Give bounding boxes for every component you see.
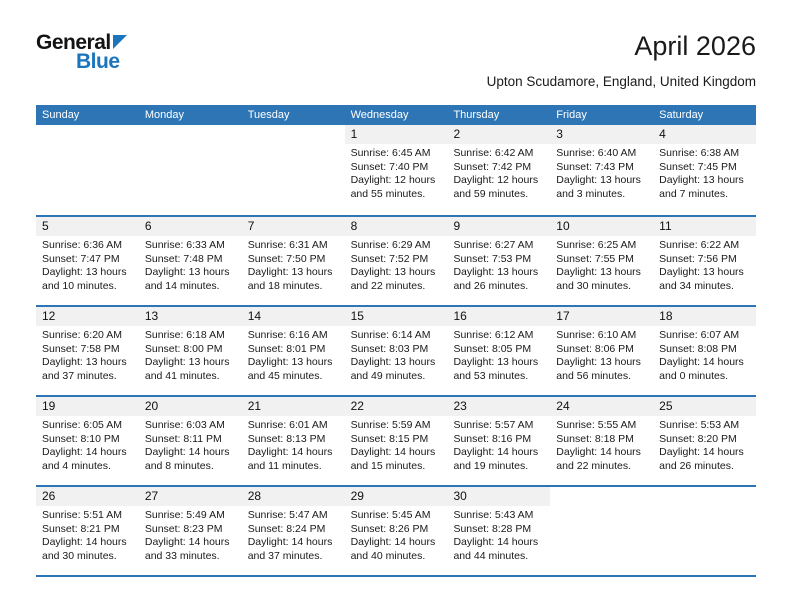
date-number: 12 <box>42 309 56 323</box>
day-details <box>447 416 550 473</box>
date-number: 15 <box>350 309 364 323</box>
day-cell-8 <box>345 217 448 305</box>
day-details <box>345 144 448 201</box>
daylight-text-line1: Daylight: 14 hours <box>350 536 436 548</box>
date-number-strip <box>139 217 242 236</box>
sunrise-text: Sunrise: 5:53 AM <box>659 419 740 431</box>
date-number: 9 <box>453 219 461 233</box>
date-number-strip <box>345 125 448 144</box>
date-number-strip <box>242 217 345 236</box>
day-details <box>653 326 756 383</box>
daylight-text-line2: and 49 minutes. <box>350 369 426 382</box>
date-number-strip <box>550 125 653 144</box>
daylight-text-line1: Daylight: 14 hours <box>144 446 230 458</box>
weekday-header-saturday: Saturday <box>659 109 704 121</box>
date-number: 27 <box>144 489 159 503</box>
daylight-text-line1: Daylight: 13 hours <box>453 266 539 278</box>
sunrise-text: Sunrise: 6:05 AM <box>42 419 122 431</box>
logo-blue-text: Blue <box>76 50 120 73</box>
daylight-text-line1: Daylight: 14 hours <box>247 446 333 458</box>
sunrise-text: Sunrise: 6:42 AM <box>453 147 534 159</box>
sunrise-text: Sunrise: 6:20 AM <box>42 329 122 341</box>
sunrise-text: Sunrise: 6:25 AM <box>556 239 637 251</box>
date-number: 2 <box>453 127 461 141</box>
day-details <box>139 326 242 383</box>
sunrise-text: Sunrise: 6:31 AM <box>247 239 328 251</box>
day-details <box>242 506 345 563</box>
sunrise-text: Sunrise: 6:27 AM <box>453 239 534 251</box>
day-cell-19 <box>36 397 139 485</box>
logo-general-text: General <box>36 31 111 54</box>
day-cell-29 <box>345 487 448 575</box>
daylight-text-line1: Daylight: 13 hours <box>350 266 436 278</box>
sunrise-text: Sunrise: 6:38 AM <box>659 147 740 159</box>
date-number-strip <box>36 397 139 416</box>
daylight-text-line2: and 33 minutes. <box>144 549 220 562</box>
sunrise-text: Sunrise: 6:40 AM <box>556 147 637 159</box>
daylight-text-line1: Daylight: 14 hours <box>42 446 127 458</box>
daylight-text-line1: Daylight: 14 hours <box>247 536 333 548</box>
sunset-text: Sunset: 8:08 PM <box>659 342 737 355</box>
day-details <box>242 326 345 383</box>
daylight-text-line2: and 40 minutes. <box>350 549 426 562</box>
day-cell-18 <box>653 307 756 395</box>
day-cell-4 <box>653 125 756 215</box>
date-number: 18 <box>659 309 673 323</box>
date-number-strip <box>242 307 345 326</box>
date-number: 20 <box>144 399 159 413</box>
day-cell-30 <box>447 487 550 575</box>
day-cell-9 <box>447 217 550 305</box>
daylight-text-line2: and 26 minutes. <box>659 459 734 472</box>
sunrise-text: Sunrise: 6:01 AM <box>247 419 328 431</box>
date-number: 25 <box>659 399 673 413</box>
date-number: 16 <box>453 309 467 323</box>
sunrise-text: Sunrise: 6:03 AM <box>144 419 225 431</box>
date-number: 6 <box>144 219 152 233</box>
sunrise-text: Sunrise: 6:14 AM <box>350 329 431 341</box>
day-details <box>447 236 550 293</box>
calendar-grid <box>36 125 756 577</box>
daylight-text-line2: and 41 minutes. <box>144 369 220 382</box>
sunset-text: Sunset: 8:21 PM <box>42 522 120 535</box>
weekday-header-row <box>36 105 756 125</box>
day-cell-27 <box>139 487 242 575</box>
daylight-text-line1: Daylight: 13 hours <box>350 356 436 368</box>
sunset-text: Sunset: 7:47 PM <box>42 252 120 265</box>
daylight-text-line2: and 8 minutes. <box>144 459 214 472</box>
date-number-strip <box>653 307 756 326</box>
day-cell-11 <box>653 217 756 305</box>
sunset-text: Sunset: 8:23 PM <box>144 522 223 535</box>
daylight-text-line2: and 55 minutes. <box>350 187 426 200</box>
day-details <box>36 506 139 563</box>
daylight-text-line2: and 19 minutes. <box>453 459 529 472</box>
sunset-text: Sunset: 7:52 PM <box>350 252 429 265</box>
day-details <box>345 326 448 383</box>
daylight-text-line1: Daylight: 14 hours <box>144 536 230 548</box>
sunset-text: Sunset: 8:03 PM <box>350 342 429 355</box>
sunset-text: Sunset: 7:42 PM <box>453 160 532 173</box>
daylight-text-line1: Daylight: 14 hours <box>350 446 436 458</box>
day-cell-empty <box>242 125 345 215</box>
sunrise-text: Sunrise: 5:45 AM <box>350 509 431 521</box>
daylight-text-line2: and 59 minutes. <box>453 187 529 200</box>
date-number-strip <box>139 307 242 326</box>
daylight-text-line1: Daylight: 13 hours <box>247 356 333 368</box>
day-details <box>447 326 550 383</box>
day-cell-7 <box>242 217 345 305</box>
sunrise-text: Sunrise: 5:57 AM <box>453 419 534 431</box>
daylight-text-line2: and 10 minutes. <box>42 279 117 292</box>
date-number: 5 <box>42 219 49 233</box>
weekday-header-thursday: Thursday <box>453 109 500 121</box>
daylight-text-line2: and 37 minutes. <box>42 369 117 382</box>
date-number-strip <box>447 307 550 326</box>
sunrise-text: Sunrise: 5:55 AM <box>556 419 637 431</box>
calendar-table <box>36 105 756 577</box>
day-details <box>447 506 550 563</box>
weekday-header-tuesday: Tuesday <box>247 109 290 121</box>
sunset-text: Sunset: 7:50 PM <box>247 252 326 265</box>
daylight-text-line2: and 22 minutes. <box>556 459 632 472</box>
day-details <box>139 416 242 473</box>
sunrise-text: Sunrise: 6:45 AM <box>350 147 431 159</box>
date-number-strip <box>345 397 448 416</box>
daylight-text-line1: Daylight: 13 hours <box>556 266 641 278</box>
sunrise-text: Sunrise: 5:49 AM <box>144 509 225 521</box>
sunrise-text: Sunrise: 6:29 AM <box>350 239 431 251</box>
sunrise-text: Sunrise: 5:51 AM <box>42 509 122 521</box>
day-cell-16 <box>447 307 550 395</box>
general-blue-logo <box>36 32 127 72</box>
daylight-text-line2: and 53 minutes. <box>453 369 529 382</box>
date-number-strip <box>653 487 756 506</box>
date-number: 17 <box>556 309 570 323</box>
day-cell-10 <box>550 217 653 305</box>
day-cell-28 <box>242 487 345 575</box>
sunset-text: Sunset: 7:53 PM <box>453 252 532 265</box>
daylight-text-line2: and 30 minutes. <box>556 279 632 292</box>
date-number-strip <box>36 307 139 326</box>
weekday-header-monday: Monday <box>144 109 184 121</box>
date-number: 8 <box>350 219 358 233</box>
daylight-text-line2: and 37 minutes. <box>247 549 323 562</box>
sunset-text: Sunset: 7:55 PM <box>556 252 634 265</box>
sunrise-text: Sunrise: 5:59 AM <box>350 419 431 431</box>
sunrise-text: Sunrise: 6:12 AM <box>453 329 534 341</box>
day-cell-14 <box>242 307 345 395</box>
date-number-strip <box>447 397 550 416</box>
daylight-text-line2: and 14 minutes. <box>144 279 220 292</box>
daylight-text-line1: Daylight: 13 hours <box>247 266 333 278</box>
day-details <box>653 236 756 293</box>
week-row <box>36 395 756 485</box>
sunset-text: Sunset: 8:24 PM <box>247 522 326 535</box>
day-details <box>653 416 756 473</box>
daylight-text-line1: Daylight: 13 hours <box>144 266 230 278</box>
date-number-strip <box>550 397 653 416</box>
sunset-text: Sunset: 7:40 PM <box>350 160 429 173</box>
daylight-text-line1: Daylight: 13 hours <box>659 266 744 278</box>
day-details <box>36 416 139 473</box>
sunset-text: Sunset: 8:11 PM <box>144 432 222 445</box>
day-cell-3 <box>550 125 653 215</box>
sunrise-text: Sunrise: 6:07 AM <box>659 329 740 341</box>
daylight-text-line2: and 7 minutes. <box>659 187 729 200</box>
sunset-text: Sunset: 7:58 PM <box>42 342 120 355</box>
date-number-strip <box>550 307 653 326</box>
sunset-text: Sunset: 8:20 PM <box>659 432 737 445</box>
daylight-text-line1: Daylight: 14 hours <box>42 536 127 548</box>
daylight-text-line1: Daylight: 12 hours <box>453 174 539 186</box>
day-details <box>242 236 345 293</box>
weekday-header-friday: Friday <box>556 109 587 121</box>
daylight-text-line1: Daylight: 13 hours <box>556 174 641 186</box>
daylight-text-line1: Daylight: 13 hours <box>42 266 127 278</box>
date-number-strip <box>345 487 448 506</box>
date-number-strip <box>242 487 345 506</box>
day-details <box>447 144 550 201</box>
date-number-strip <box>36 217 139 236</box>
daylight-text-line1: Daylight: 13 hours <box>556 356 641 368</box>
date-number: 30 <box>453 489 467 503</box>
day-details <box>653 144 756 201</box>
sunrise-text: Sunrise: 6:10 AM <box>556 329 637 341</box>
day-details <box>345 416 448 473</box>
week-row <box>36 125 756 215</box>
sunset-text: Sunset: 7:45 PM <box>659 160 737 173</box>
sunset-text: Sunset: 8:05 PM <box>453 342 532 355</box>
daylight-text-line2: and 4 minutes. <box>42 459 111 472</box>
day-cell-13 <box>139 307 242 395</box>
day-details <box>139 506 242 563</box>
date-number-strip <box>550 487 653 506</box>
date-number: 3 <box>556 127 563 141</box>
day-cell-24 <box>550 397 653 485</box>
day-cell-5 <box>36 217 139 305</box>
date-number-strip <box>139 125 242 144</box>
day-cell-26 <box>36 487 139 575</box>
day-cell-20 <box>139 397 242 485</box>
date-number-strip <box>447 487 550 506</box>
sunset-text: Sunset: 7:43 PM <box>556 160 634 173</box>
daylight-text-line2: and 3 minutes. <box>556 187 626 200</box>
daylight-text-line2: and 0 minutes. <box>659 369 729 382</box>
day-details <box>345 236 448 293</box>
sunset-text: Sunset: 8:01 PM <box>247 342 326 355</box>
daylight-text-line2: and 22 minutes. <box>350 279 426 292</box>
date-number-strip <box>653 125 756 144</box>
week-row <box>36 305 756 395</box>
month-title: April 2026 <box>634 31 756 61</box>
date-number: 11 <box>659 219 672 233</box>
date-number: 1 <box>350 127 358 141</box>
sunrise-text: Sunrise: 6:22 AM <box>659 239 740 251</box>
daylight-text-line1: Daylight: 12 hours <box>350 174 436 186</box>
date-number: 19 <box>42 399 56 413</box>
date-number-strip <box>345 217 448 236</box>
day-cell-empty <box>653 487 756 575</box>
day-cell-empty <box>550 487 653 575</box>
daylight-text-line2: and 45 minutes. <box>247 369 323 382</box>
daylight-text-line1: Daylight: 14 hours <box>556 446 641 458</box>
date-number: 13 <box>144 309 159 323</box>
date-number: 23 <box>453 399 467 413</box>
sunset-text: Sunset: 8:06 PM <box>556 342 634 355</box>
title-block <box>487 32 756 89</box>
day-details <box>550 236 653 293</box>
date-number: 24 <box>556 399 570 413</box>
weekday-header-wednesday: Wednesday <box>350 109 409 121</box>
date-number: 21 <box>247 399 262 413</box>
date-number-strip <box>36 125 139 144</box>
day-details <box>139 236 242 293</box>
day-cell-25 <box>653 397 756 485</box>
page-header <box>36 32 756 89</box>
sunrise-text: Sunrise: 6:18 AM <box>144 329 225 341</box>
date-number-strip <box>447 125 550 144</box>
daylight-text-line1: Daylight: 13 hours <box>144 356 230 368</box>
daylight-text-line1: Daylight: 13 hours <box>659 174 744 186</box>
day-cell-empty <box>139 125 242 215</box>
sunrise-text: Sunrise: 6:36 AM <box>42 239 122 251</box>
sunrise-text: Sunrise: 6:16 AM <box>247 329 328 341</box>
sunset-text: Sunset: 8:15 PM <box>350 432 429 445</box>
sunset-text: Sunset: 8:00 PM <box>144 342 223 355</box>
day-details <box>550 416 653 473</box>
day-cell-22 <box>345 397 448 485</box>
sunset-text: Sunset: 8:13 PM <box>247 432 326 445</box>
day-cell-23 <box>447 397 550 485</box>
date-number-strip <box>242 125 345 144</box>
daylight-text-line2: and 11 minutes. <box>247 459 322 472</box>
daylight-text-line2: and 18 minutes. <box>247 279 323 292</box>
daylight-text-line2: and 30 minutes. <box>42 549 117 562</box>
daylight-text-line2: and 44 minutes. <box>453 549 529 562</box>
daylight-text-line1: Daylight: 14 hours <box>659 446 744 458</box>
date-number: 14 <box>247 309 262 323</box>
day-details <box>36 236 139 293</box>
week-row <box>36 215 756 305</box>
daylight-text-line2: and 34 minutes. <box>659 279 734 292</box>
logo-triangle-icon <box>113 35 127 49</box>
sunrise-text: Sunrise: 5:47 AM <box>247 509 328 521</box>
date-number-strip <box>653 397 756 416</box>
daylight-text-line1: Daylight: 13 hours <box>453 356 539 368</box>
daylight-text-line2: and 26 minutes. <box>453 279 529 292</box>
sunset-text: Sunset: 7:56 PM <box>659 252 737 265</box>
date-number-strip <box>447 217 550 236</box>
day-cell-12 <box>36 307 139 395</box>
day-cell-21 <box>242 397 345 485</box>
daylight-text-line1: Daylight: 14 hours <box>453 446 539 458</box>
date-number: 29 <box>350 489 364 503</box>
day-details <box>242 416 345 473</box>
date-number-strip <box>653 217 756 236</box>
day-details <box>36 326 139 383</box>
day-cell-empty <box>36 125 139 215</box>
sunset-text: Sunset: 7:48 PM <box>144 252 223 265</box>
date-number-strip <box>345 307 448 326</box>
sunset-text: Sunset: 8:10 PM <box>42 432 120 445</box>
date-number-strip <box>242 397 345 416</box>
daylight-text-line1: Daylight: 13 hours <box>42 356 127 368</box>
daylight-text-line2: and 15 minutes. <box>350 459 426 472</box>
date-number-strip <box>550 217 653 236</box>
daylight-text-line2: and 56 minutes. <box>556 369 632 382</box>
day-cell-15 <box>345 307 448 395</box>
date-number-strip <box>139 487 242 506</box>
date-number: 26 <box>42 489 56 503</box>
sunset-text: Sunset: 8:28 PM <box>453 522 532 535</box>
date-number: 28 <box>247 489 262 503</box>
day-details <box>550 144 653 201</box>
day-details <box>345 506 448 563</box>
sunrise-text: Sunrise: 5:43 AM <box>453 509 534 521</box>
day-details <box>550 326 653 383</box>
daylight-text-line1: Daylight: 14 hours <box>453 536 539 548</box>
date-number: 22 <box>350 399 364 413</box>
weekday-header-sunday: Sunday <box>42 109 80 121</box>
day-cell-17 <box>550 307 653 395</box>
day-cell-6 <box>139 217 242 305</box>
date-number: 4 <box>659 127 666 141</box>
date-number-strip <box>36 487 139 506</box>
date-number: 7 <box>247 219 255 233</box>
week-row <box>36 485 756 575</box>
sunrise-text: Sunrise: 6:33 AM <box>144 239 225 251</box>
date-number-strip <box>139 397 242 416</box>
location-subtitle: Upton Scudamore, England, United Kingdom <box>486 73 756 89</box>
day-cell-1 <box>345 125 448 215</box>
sunset-text: Sunset: 8:26 PM <box>350 522 429 535</box>
daylight-text-line1: Daylight: 14 hours <box>659 356 744 368</box>
sunset-text: Sunset: 8:18 PM <box>556 432 634 445</box>
day-cell-2 <box>447 125 550 215</box>
date-number: 10 <box>556 219 570 233</box>
sunset-text: Sunset: 8:16 PM <box>453 432 532 445</box>
